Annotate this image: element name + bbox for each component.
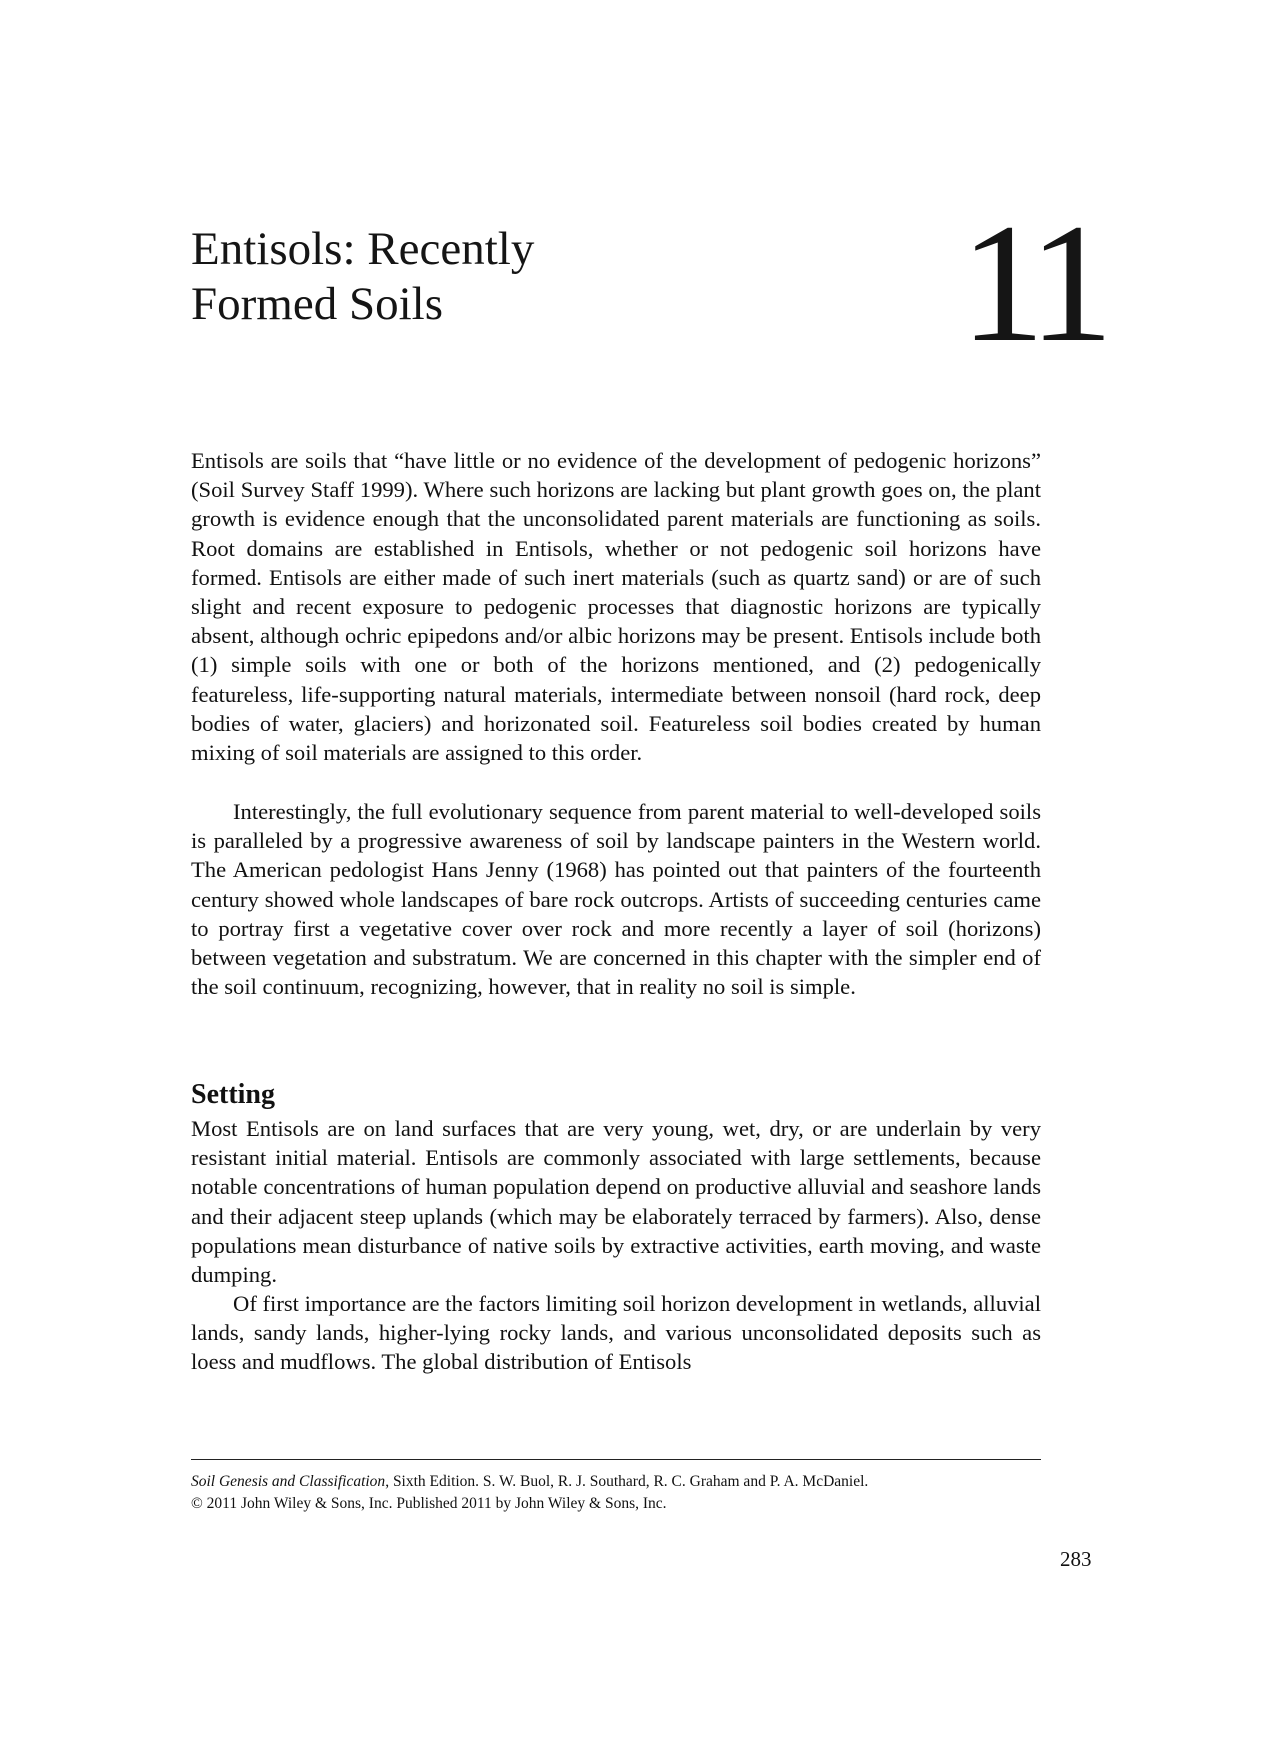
footnote-divider [191, 1459, 1041, 1460]
footnote-copyright: © 2011 John Wiley & Sons, Inc. Published 2011 by John Wiley & Sons, Inc. [191, 1495, 667, 1512]
setting-paragraph-1: Most Entisols are on land surfaces that are very young, wet, dry, or are underlain by very resistant initial material. Entisols are commonly associated with large settlements, because notable concentrations of human population depend on productive alluvial and seashore lands and their adjacent steep uplands (which may be elaborately terraced by farmers). Also, dense populations mean disturbance of native soils by extractive activities, earth moving, and waste dumping. [191, 1116, 1041, 1288]
footnote-book-title: Soil Genesis and Classification [191, 1473, 386, 1490]
intro-paragraph-1: Entisols are soils that “have little or no evidence of the development of pedogenic horizons” (Soil Survey Staff 1999). Where such horizons are lacking but plant growth goes on, the plant growth is evidence enough that the unconsolidated parent materials are functioning as soils. Root domains are established in Entisols, whether or not pedogenic soil horizons have formed. Entisols are either made of such inert materials (such as quartz sand) or are of such slight and recent exposure to pedogenic processes that diagnostic horizons are typically absent, although ochric epipedons and/or albic horizons may be present. Entisols include both (1) simple soils with one or both of the horizons mentioned, and (2) pedogenically featureless, life-supporting natural materials, intermediate between nonsoil (hard rock, deep bodies of water, glaciers) and horizonated soil. Featureless soil bodies created by human mixing of soil materials are assigned to this order. [191, 448, 1041, 766]
copyright-footnote [191, 1471, 1091, 1515]
chapter-title [191, 222, 534, 332]
chapter-title-line-1: Entisols: Recently [191, 223, 535, 275]
section-heading-setting: Setting [191, 1079, 275, 1110]
footnote-citation-rest: , Sixth Edition. S. W. Buol, R. J. Southard, R. C. Graham and P. A. McDaniel. [385, 1473, 869, 1490]
page-number: 283 [1060, 1547, 1092, 1571]
footnote-citation [191, 1471, 1091, 1493]
setting-paragraph-2: Of first importance are the factors limiting soil horizon development in wetlands, alluvial lands, sandy lands, higher-lying rocky lands, and various unconsolidated deposits such as loess and mudflows. The global distribution of Entisols [191, 1291, 1041, 1375]
chapter-title-line-2: Formed Soils [191, 278, 444, 330]
chapter-number: 11 [960, 189, 1104, 377]
intro-paragraph-2: Interestingly, the full evolutionary sequence from parent material to well-developed soils is paralleled by a progressive awareness of soil by landscape painters in the Western world. The American pedologist Hans Jenny (1968) has pointed out that painters of the fourteenth century showed whole landscapes of bare rock outcrops. Artists of succeeding centuries came to portray first a vegetative cover over rock and more recently a layer of soil (horizons) between vegetation and substratum. We are concerned in this chapter with the simpler end of the soil continuum, recognizing, however, that in reality no soil is simple. [191, 799, 1041, 1000]
